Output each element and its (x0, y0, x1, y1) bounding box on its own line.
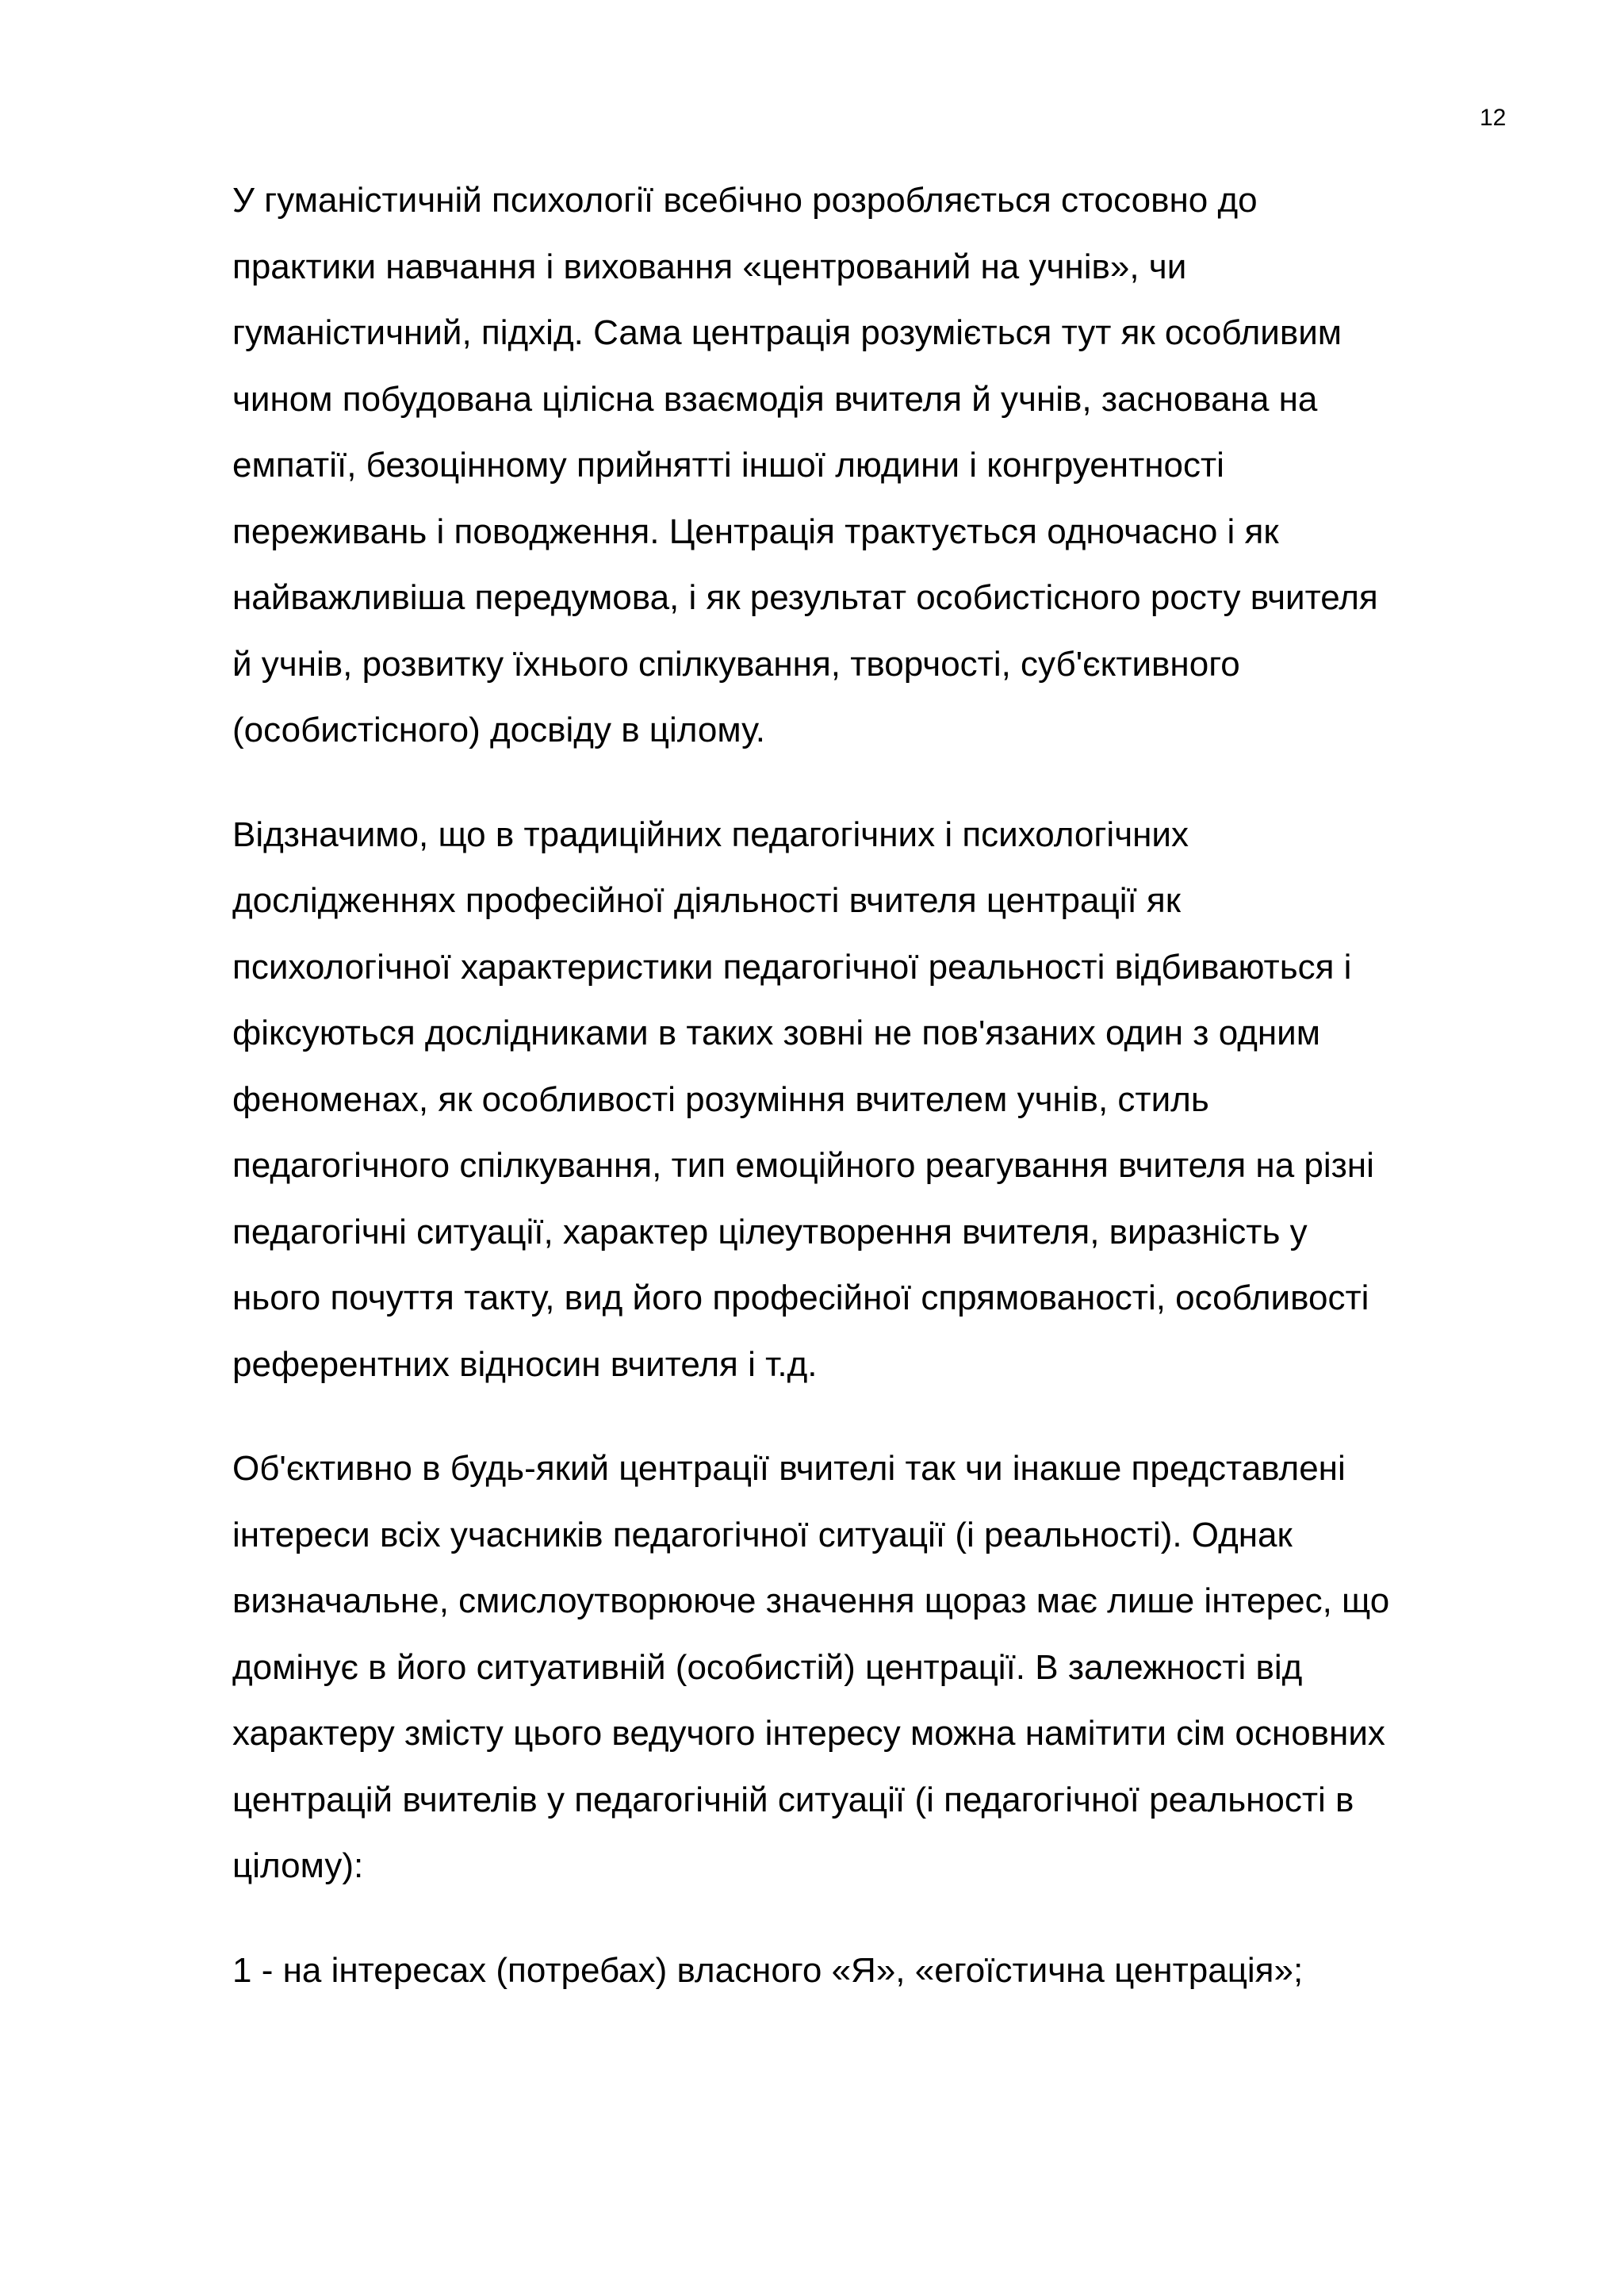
paragraph-traditional-research (232, 802, 1519, 1398)
document-body (232, 167, 1519, 2041)
text-line: референтних відносин вчителя і т.д. (232, 1344, 818, 1384)
text-line: переживань і поводження. Центрація трактується одночасно і як (232, 512, 1279, 551)
paragraph-list-item-1 (232, 1938, 1519, 2004)
page-number: 12 (1480, 105, 1507, 131)
text-line: педагогічного спілкування, тип емоційного реагування вчителя на різні (232, 1146, 1374, 1185)
text-line: 1 - на інтересах (потребах) власного «Я», «егоїстична центрація»; (232, 1950, 1304, 1990)
text-line: дослідженнях професійної діяльності вчителя центрації як (232, 881, 1181, 920)
text-line: практики навчання і виховання «центрований на учнів», чи (232, 247, 1187, 286)
text-line: нього почуття такту, вид його професійної спрямованості, особливості (232, 1278, 1369, 1317)
text-line: центрацій вчителів у педагогічній ситуації (і педагогічної реальності в (232, 1780, 1354, 1819)
text-line: Об'єктивно в будь-який центрації вчителі так чи інакше представлені (232, 1449, 1346, 1488)
text-line: характеру змісту цього ведучого інтересу можна намітити сім основних (232, 1714, 1385, 1753)
text-line: феноменах, як особливості розуміння вчителем учнів, стиль (232, 1079, 1209, 1119)
text-line: домінує в його ситуативній (особистій) центрації. В залежності від (232, 1647, 1303, 1687)
text-line: емпатії, безоцінному прийнятті іншої людини і конгруентності (232, 446, 1224, 485)
text-line: педагогічні ситуації, характер цілеутворення вчителя, виразність у (232, 1212, 1308, 1251)
paragraph-seven-centrations (232, 1435, 1519, 1899)
text-line: (особистісного) досвіду в цілому. (232, 711, 765, 749)
text-line: Відзначимо, що в традиційних педагогічних і психологічних (232, 815, 1189, 854)
text-line: фіксуються дослідниками в таких зовні не пов'язаних один з одним (232, 1014, 1320, 1052)
text-line: найважливіша передумова, і як результат особистісного росту вчителя (232, 578, 1378, 617)
paragraph-humanistic-approach (232, 167, 1519, 764)
text-line: визначальне, смислоутворююче значення щораз має лише інтерес, що (232, 1581, 1390, 1620)
text-line: інтереси всіх учасників педагогічної ситуації (і реальності). Однак (232, 1515, 1293, 1554)
text-line: У гуманістичній психології всебічно розробляється стосовно до (232, 181, 1258, 220)
text-line: психологічної характеристики педагогічної реальності відбиваються і (232, 947, 1352, 987)
text-line: й учнів, розвитку їхнього спілкування, творчості, суб'єктивного (232, 644, 1240, 684)
text-line: гуманістичний, підхід. Сама центрація розуміється тут як особливим (232, 313, 1342, 352)
text-line: чином побудована цілісна взаємодія вчителя й учнів, заснована на (232, 379, 1318, 419)
text-line: цілому): (232, 1846, 364, 1885)
